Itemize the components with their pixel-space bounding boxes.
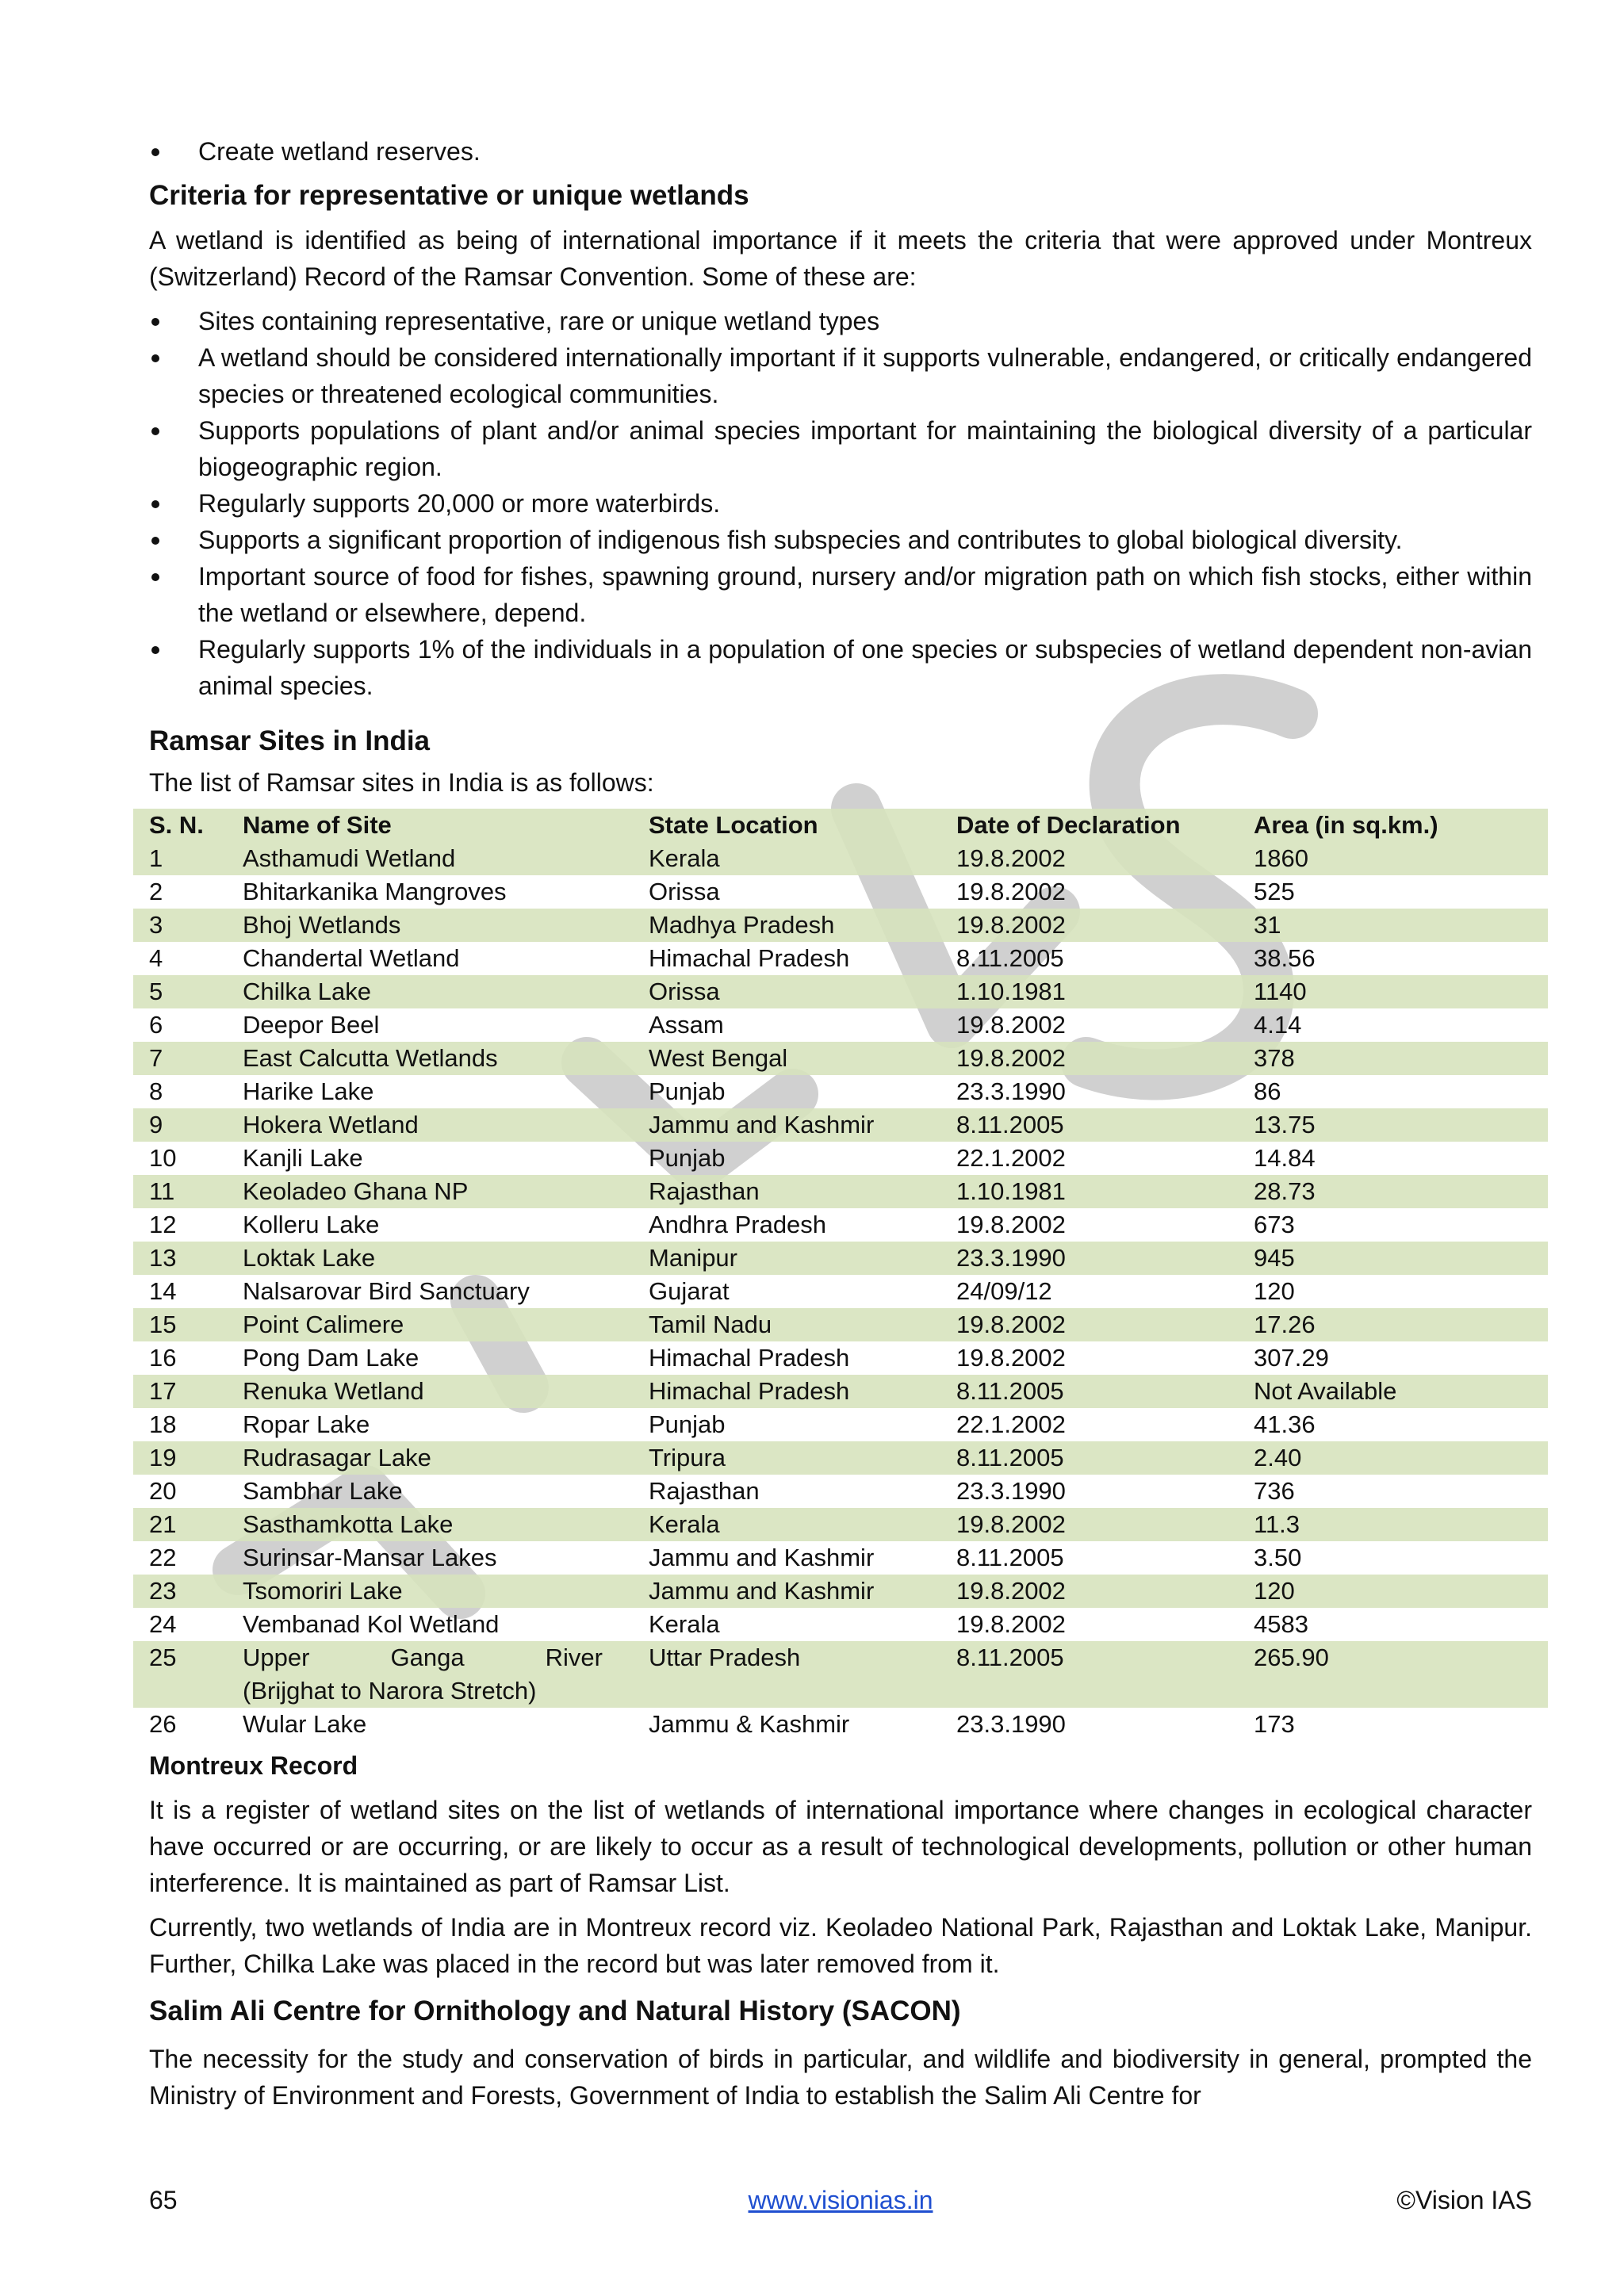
table-row: [133, 1242, 1548, 1275]
cell-site: [227, 1641, 633, 1708]
cell-date: 24/09/12: [956, 1277, 1052, 1305]
criteria-item: Sites containing representative, rare or unique wetland types: [149, 303, 1532, 339]
criteria-heading: Criteria for representative or unique wetlands: [149, 180, 749, 211]
cell-area: 31: [1254, 911, 1281, 939]
cell-site: Kolleru Lake: [243, 1211, 380, 1238]
cell-area: 1860: [1254, 844, 1308, 872]
cell-sn: 4: [149, 944, 163, 972]
intro-bullet-list: [149, 133, 1532, 170]
cell-sn: 21: [149, 1510, 177, 1538]
criteria-item: Supports populations of plant and/or animal species important for maintaining the biological diversity of a particular biogeographic region.: [149, 412, 1532, 485]
cell-state: Tamil Nadu: [649, 1311, 772, 1338]
cell-site: Loktak Lake: [243, 1244, 376, 1272]
cell-sn: 7: [149, 1044, 163, 1072]
cell-area: 17.26: [1254, 1311, 1316, 1338]
cell-date: 8.11.2005: [956, 1644, 1064, 1671]
cell-sn: 1: [149, 844, 163, 872]
montreux-heading: Montreux Record: [149, 1751, 358, 1780]
website-link[interactable]: www.visionias.in: [748, 2186, 933, 2214]
table-row: [133, 909, 1548, 942]
cell-sn: 25: [149, 1644, 177, 1671]
cell-sn: 18: [149, 1410, 177, 1438]
cell-area: 86: [1254, 1077, 1281, 1105]
cell-area: 736: [1254, 1477, 1295, 1505]
page-footer: [149, 2182, 1532, 2218]
table-row: [133, 942, 1548, 975]
cell-sn: 23: [149, 1577, 177, 1605]
table-row: [133, 1175, 1548, 1208]
cell-state: Gujarat: [649, 1277, 730, 1305]
cell-state: Himachal Pradesh: [649, 1377, 850, 1405]
cell-date: 1.10.1981: [956, 978, 1066, 1005]
cell-sn: 13: [149, 1244, 177, 1272]
cell-state: Jammu & Kashmir: [649, 1710, 850, 1738]
cell-area: 4583: [1254, 1610, 1308, 1638]
cell-area: 3.50: [1254, 1544, 1302, 1571]
table-row: [133, 1308, 1548, 1341]
cell-site: Chilka Lake: [243, 978, 371, 1005]
cell-site: Renuka Wetland: [243, 1377, 424, 1405]
cell-state: Punjab: [649, 1410, 726, 1438]
cell-state: Punjab: [649, 1144, 726, 1172]
cell-sn: 12: [149, 1211, 177, 1238]
cell-site: East Calcutta Wetlands: [243, 1044, 498, 1072]
table-row: [133, 1475, 1548, 1508]
cell-sn: 11: [149, 1177, 175, 1205]
cell-area: 4.14: [1254, 1011, 1302, 1039]
table-row: [133, 1375, 1548, 1408]
cell-site: Nalsarovar Bird Sanctuary: [243, 1277, 530, 1305]
cell-state: Uttar Pradesh: [649, 1644, 801, 1671]
cell-date: 19.8.2002: [956, 1211, 1066, 1238]
table-row: [133, 1108, 1548, 1142]
table-row: [133, 1641, 1548, 1708]
cell-state: Assam: [649, 1011, 724, 1039]
table-row: [133, 975, 1548, 1008]
cell-state: Kerala: [649, 1510, 720, 1538]
cell-date: 8.11.2005: [956, 1111, 1064, 1138]
cell-area: 38.56: [1254, 944, 1316, 972]
cell-state: Andhra Pradesh: [649, 1211, 827, 1238]
cell-state: West Bengal: [649, 1044, 788, 1072]
cell-date: 1.10.1981: [956, 1177, 1066, 1205]
table-row: [133, 1042, 1548, 1075]
criteria-list: [149, 303, 1532, 704]
site-name-line2: (Brijghat to Narora Stretch): [243, 1677, 537, 1705]
cell-state: Rajasthan: [649, 1177, 760, 1205]
table-row: [133, 1275, 1548, 1308]
cell-sn: 20: [149, 1477, 177, 1505]
cell-date: 19.8.2002: [956, 1311, 1066, 1338]
ramsar-intro: The list of Ramsar sites in India is as follows:: [149, 768, 654, 797]
cell-site: Deepor Beel: [243, 1011, 380, 1039]
cell-area: 173: [1254, 1710, 1295, 1738]
montreux-paragraph-2: Currently, two wetlands of India are in Montreux record viz. Keoladeo National Park, Rajasthan and Loktak Lake, Manipur. Further, Chilka Lake was placed in the record but was later removed from it.: [149, 1913, 1532, 1978]
table-row: [133, 1708, 1548, 1741]
cell-state: Tripura: [649, 1444, 726, 1471]
cell-area: 11.3: [1254, 1510, 1300, 1538]
cell-sn: 3: [149, 911, 163, 939]
cell-date: 19.8.2002: [956, 1510, 1066, 1538]
cell-site: Pong Dam Lake: [243, 1344, 419, 1372]
cell-site: Point Calimere: [243, 1311, 404, 1338]
table-row: [133, 1408, 1548, 1441]
ramsar-heading: Ramsar Sites in India: [149, 725, 431, 756]
table-row: [133, 1608, 1548, 1641]
table-row: [133, 1008, 1548, 1042]
bullet-item: Create wetland reserves.: [149, 133, 1532, 170]
cell-sn: 9: [149, 1111, 163, 1138]
footer-website: [149, 2182, 1532, 2218]
cell-sn: 26: [149, 1710, 177, 1738]
cell-date: 19.8.2002: [956, 1610, 1066, 1638]
site-name-line1: Upper Ganga River: [243, 1644, 603, 1671]
cell-site: Asthamudi Wetland: [243, 844, 456, 872]
table-row: [133, 1575, 1548, 1608]
cell-state: Himachal Pradesh: [649, 1344, 850, 1372]
column-header: State Location: [649, 811, 818, 839]
cell-date: 8.11.2005: [956, 1444, 1064, 1471]
cell-sn: 5: [149, 978, 163, 1005]
cell-date: 23.3.1990: [956, 1244, 1066, 1272]
cell-sn: 6: [149, 1011, 163, 1039]
cell-date: 22.1.2002: [956, 1144, 1066, 1172]
cell-date: 19.8.2002: [956, 1044, 1066, 1072]
cell-area: 525: [1254, 878, 1295, 905]
table-row: [133, 842, 1548, 875]
cell-sn: 19: [149, 1444, 177, 1471]
cell-area: 13.75: [1254, 1111, 1316, 1138]
cell-state: Himachal Pradesh: [649, 944, 850, 972]
cell-site: Rudrasagar Lake: [243, 1444, 431, 1471]
sacon-paragraph: The necessity for the study and conservation of birds in particular, and wildlife and biodiversity in general, prompted the Ministry of Environment and Forests, Government of India to establish the Salim Ali Centre for: [149, 2045, 1532, 2110]
cell-area: 378: [1254, 1044, 1295, 1072]
cell-state: Madhya Pradesh: [649, 911, 835, 939]
cell-sn: 22: [149, 1544, 177, 1571]
cell-sn: 15: [149, 1311, 177, 1338]
cell-area: 673: [1254, 1211, 1295, 1238]
page-number: 65: [149, 2186, 178, 2214]
table-row: [133, 1441, 1548, 1475]
cell-date: 23.3.1990: [956, 1710, 1066, 1738]
cell-date: 8.11.2005: [956, 1544, 1064, 1571]
page-content: [149, 133, 1532, 2114]
cell-sn: 8: [149, 1077, 163, 1105]
cell-area: 1140: [1254, 978, 1307, 1005]
cell-site: Sasthamkotta Lake: [243, 1510, 454, 1538]
cell-site: Wular Lake: [243, 1710, 367, 1738]
cell-state: Jammu and Kashmir: [649, 1544, 875, 1571]
cell-date: 19.8.2002: [956, 1577, 1066, 1605]
cell-area: 28.73: [1254, 1177, 1316, 1205]
cell-date: 8.11.2005: [956, 944, 1064, 972]
cell-site: Harike Lake: [243, 1077, 374, 1105]
montreux-paragraph-1: It is a register of wetland sites on the list of wetlands of international importance where changes in ecological character have occurred or are occurring, or are likely to occur as a result of technological developments, pollution or other human interference. It is maintained as part of Ramsar List.: [149, 1796, 1532, 1897]
cell-state: Orissa: [649, 978, 720, 1005]
column-header: Date of Declaration: [956, 811, 1181, 839]
cell-sn: 24: [149, 1610, 177, 1638]
cell-area: 2.40: [1254, 1444, 1302, 1471]
cell-date: 19.8.2002: [956, 1011, 1066, 1039]
sacon-heading: Salim Ali Centre for Ornithology and Natural History (SACON): [149, 1996, 961, 2026]
cell-site: Hokera Wetland: [243, 1111, 419, 1138]
cell-site: Ropar Lake: [243, 1410, 370, 1438]
table-row: [133, 1508, 1548, 1541]
criteria-intro: A wetland is identified as being of international importance if it meets the criteria that were approved under Montreux (Switzerland) Record of the Ramsar Convention. Some of these are:: [149, 226, 1532, 291]
cell-state: Punjab: [649, 1077, 726, 1105]
cell-area: 120: [1254, 1277, 1295, 1305]
cell-area: 41.36: [1254, 1410, 1316, 1438]
cell-sn: 14: [149, 1277, 177, 1305]
cell-area: 120: [1254, 1577, 1295, 1605]
cell-site: Kanjli Lake: [243, 1144, 363, 1172]
cell-date: 19.8.2002: [956, 911, 1066, 939]
cell-area: 307.29: [1254, 1344, 1329, 1372]
copyright-text: ©Vision IAS: [1396, 2186, 1532, 2214]
cell-site: Bhitarkanika Mangroves: [243, 878, 507, 905]
column-header: Area (in sq.km.): [1254, 811, 1438, 839]
cell-site: Surinsar-Mansar Lakes: [243, 1544, 497, 1571]
cell-area: 945: [1254, 1244, 1295, 1272]
cell-date: 23.3.1990: [956, 1477, 1066, 1505]
cell-state: Manipur: [649, 1244, 737, 1272]
cell-area: Not Available: [1254, 1377, 1397, 1405]
table-row: [133, 1341, 1548, 1375]
cell-sn: 17: [149, 1377, 177, 1405]
table-header-row: [133, 809, 1548, 842]
table-row: [133, 1208, 1548, 1242]
cell-site: Chandertal Wetland: [243, 944, 460, 972]
cell-date: 19.8.2002: [956, 878, 1066, 905]
table-row: [133, 1075, 1548, 1108]
cell-area: 265.90: [1254, 1644, 1329, 1671]
cell-site: Vembanad Kol Wetland: [243, 1610, 500, 1638]
cell-site: Tsomoriri Lake: [243, 1577, 403, 1605]
cell-sn: 2: [149, 878, 163, 905]
cell-sn: 16: [149, 1344, 177, 1372]
ramsar-sites-table: [133, 809, 1548, 1741]
cell-state: Kerala: [649, 844, 720, 872]
cell-state: Rajasthan: [649, 1477, 760, 1505]
criteria-item: A wetland should be considered internationally important if it supports vulnerable, endangered, or critically endangered species or threatened ecological communities.: [149, 339, 1532, 412]
table-row: [133, 875, 1548, 909]
cell-date: 22.1.2002: [956, 1410, 1066, 1438]
column-header: Name of Site: [243, 811, 392, 839]
criteria-item: Supports a significant proportion of indigenous fish subspecies and contributes to global biological diversity.: [149, 522, 1532, 558]
cell-date: 19.8.2002: [956, 1344, 1066, 1372]
cell-site: Sambhar Lake: [243, 1477, 403, 1505]
criteria-item: Regularly supports 1% of the individuals in a population of one species or subspecies of wetland dependent non-avian animal species.: [149, 631, 1532, 704]
cell-state: Orissa: [649, 878, 720, 905]
cell-site: Keoladeo Ghana NP: [243, 1177, 469, 1205]
cell-state: Kerala: [649, 1610, 720, 1638]
cell-state: Jammu and Kashmir: [649, 1577, 875, 1605]
cell-area: 14.84: [1254, 1144, 1316, 1172]
cell-date: 8.11.2005: [956, 1377, 1064, 1405]
criteria-item: Regularly supports 20,000 or more waterbirds.: [149, 485, 1532, 522]
cell-site: Bhoj Wetlands: [243, 911, 401, 939]
cell-date: 23.3.1990: [956, 1077, 1066, 1105]
table-row: [133, 1142, 1548, 1175]
cell-state: Jammu and Kashmir: [649, 1111, 875, 1138]
cell-sn: 10: [149, 1144, 177, 1172]
criteria-item: Important source of food for fishes, spawning ground, nursery and/or migration path on which fish stocks, either within the wetland or elsewhere, depend.: [149, 558, 1532, 631]
table-row: [133, 1541, 1548, 1575]
cell-date: 19.8.2002: [956, 844, 1066, 872]
column-header: S. N.: [149, 811, 204, 839]
